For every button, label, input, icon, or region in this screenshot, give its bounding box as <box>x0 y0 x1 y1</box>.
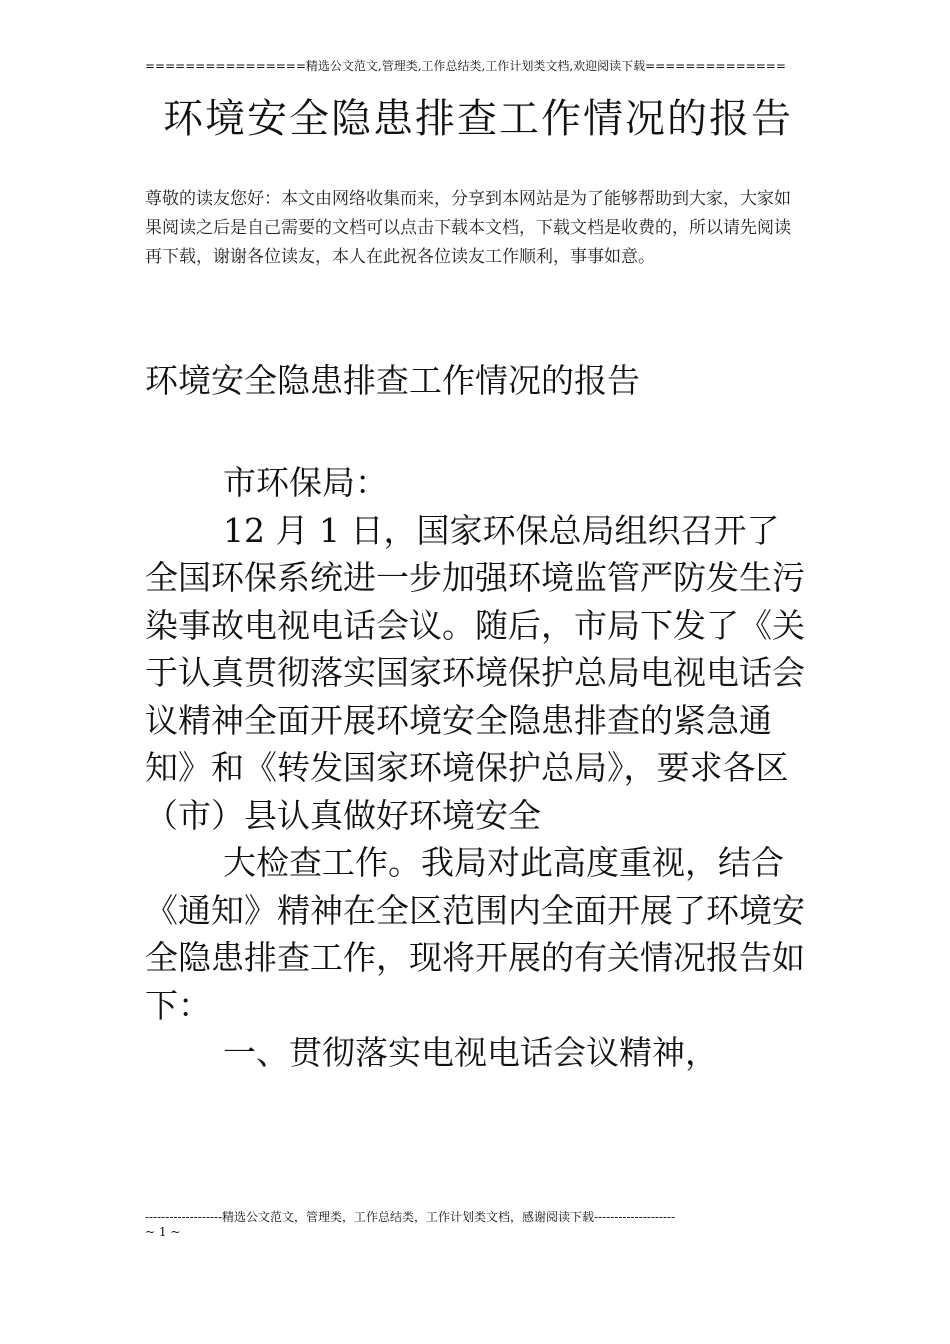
footer-banner: -------------------精选公文范文，管理类，工作总结类，工作计划类文档，感谢阅读下载-------------------- <box>145 1210 676 1224</box>
body-paragraph: 12 月 1 日，国家环保总局组织召开了全国环保系统进一步加强环境监管严防发生污染事故电视电话会议。随后，市局下发了《关于认真贯彻落实国家环境保护总局电视电话会议精神全面开展环境安全隐患排查的紧急通知》和《转发国家环境保护总局》，要求各区（市）县认真做好环境安全 <box>145 510 805 835</box>
body-paragraph: 一、贯彻落实电视电话会议精神， <box>223 1033 718 1072</box>
salutation: 市环保局： <box>223 463 388 502</box>
document-body <box>145 459 807 1077</box>
page-number: ~ 1 ~ <box>145 1225 181 1239</box>
document-title: 环境安全隐患排查工作情况的报告 <box>163 96 793 142</box>
header-banner: ================精选公文范文,管理类,工作总结类,工作计划类文档,欢迎阅读下载============== <box>145 59 786 73</box>
document-subtitle: 环境安全隐患排查工作情况的报告 <box>145 361 640 400</box>
intro-note: 尊敬的读友您好：本文由网络收集而来，分享到本网站是为了能够帮助到大家，大家如果阅读之后是自己需要的文档可以点击下载本文档，下载文档是收费的，所以请先阅读再下载，谢谢各位读友，本人在此祝各位读友工作顺利，事事如意。 <box>145 189 791 267</box>
body-paragraph: 大检查工作。我局对此高度重视，结合《通知》精神在全区范围内全面开展了环境安全隐患排查工作，现将开展的有关情况报告如下： <box>145 843 805 1025</box>
